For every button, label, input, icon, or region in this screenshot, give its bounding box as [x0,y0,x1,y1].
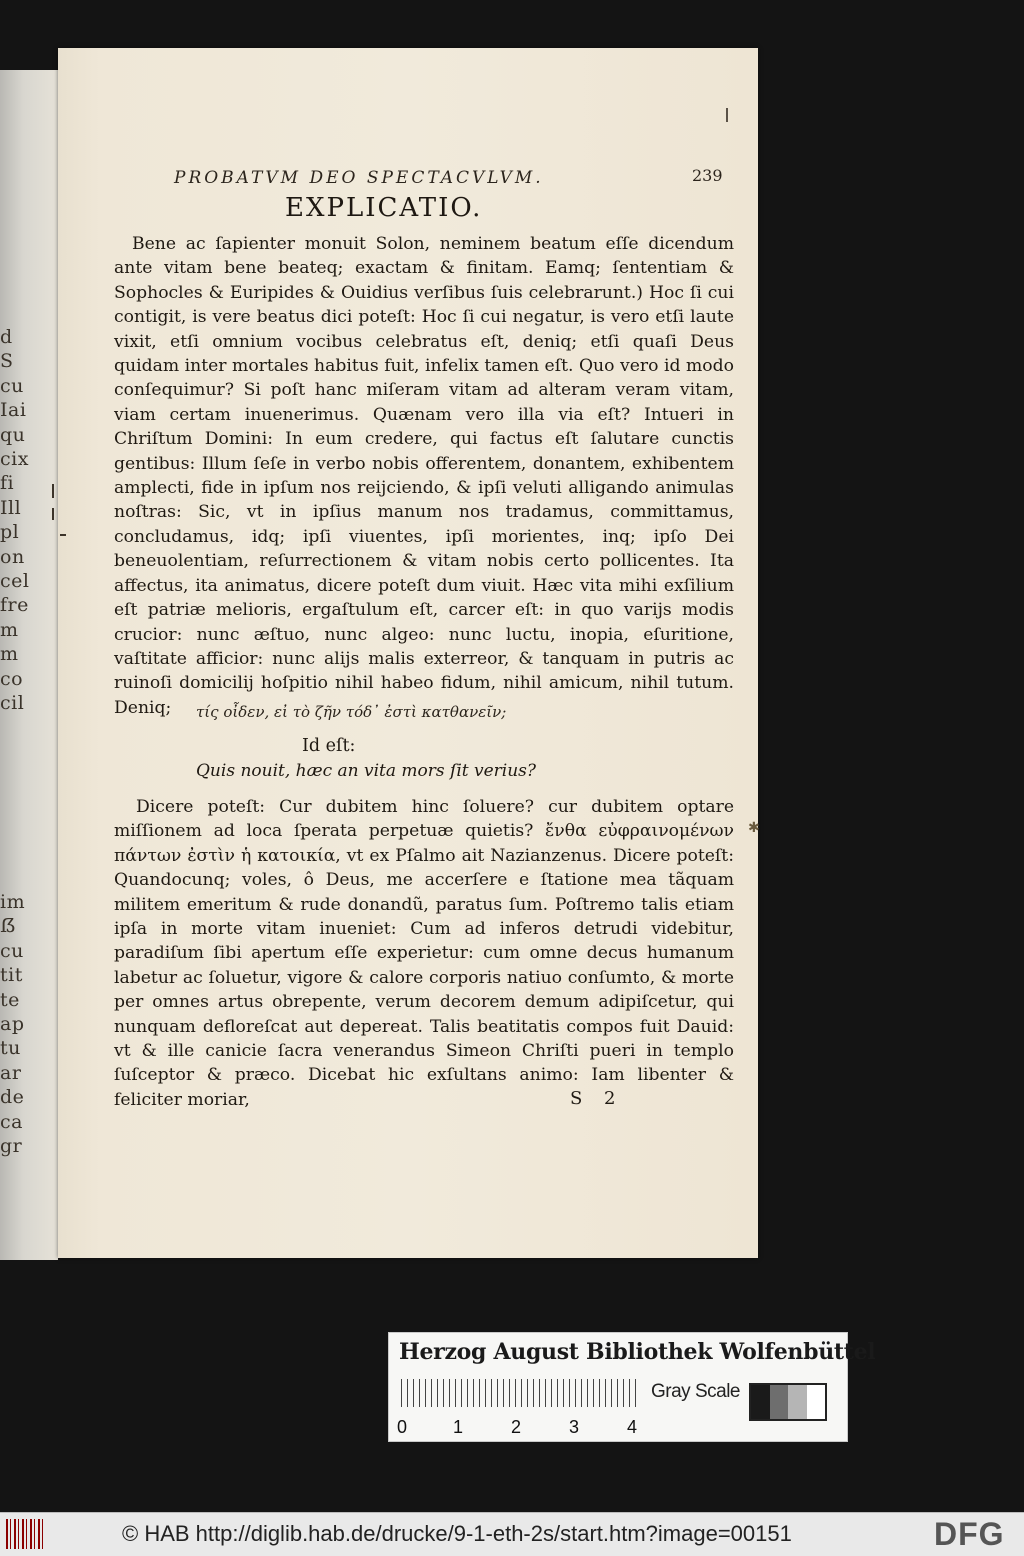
margin-mark [726,108,728,122]
signature-mark: S 2 [570,1088,624,1109]
ruler-number: 2 [511,1417,522,1437]
greek-verse: τίς οἶδεν, εἰ τὸ ζῆν τόδ᾽ ἐστὶ κατθανεῖν; [196,703,507,721]
gray-swatch [770,1385,789,1419]
footer-bar [0,1512,1024,1556]
barcode-icon [6,1519,46,1549]
gray-swatch [788,1385,807,1419]
library-name: Herzog August Bibliothek Wolfenbüttel [399,1339,876,1365]
margin-stroke [52,508,54,520]
margin-stroke [60,534,66,536]
source-link[interactable]: © HAB http://diglib.hab.de/drucke/9-1-eth-2s/start.htm?image=00151 [122,1521,792,1546]
idest-label: Id eſt: [302,736,356,756]
ruler-number: 3 [569,1417,580,1437]
margin-stroke [52,484,54,498]
margin-ink-blot: ✱ [748,820,760,836]
facing-page-fragments-upper: d S cu Iai qu cix fi Ill pl on cel fre m m co cil [0,326,30,715]
paragraph-dicere: Dicere poteſt: Cur dubitem hinc ſoluere? cur dubitem optare miſſionem ad loca ſperata perpetuæ quietis? ἔνθα εὐφραινομένων πάντων ἐστὶν ἡ κατοικία, vt ex Pſalmo ait Nazianzenus. Dicere poteſt: Quandocunq; voles, ô Deus, me accerſere e ſtatione mea tãquam militem emeritum & rude donandũ, paratus ſum. Poſtremo talis etiam ipſa in morte vitam inueniet: Cum ad inferos detrudi videbitur, paradiſum ſibi apertum eſſe experietur: cum omne decus humanum labetur ac ſoluetur, vigore & calore corporis natiuo conſumto, & morte per omnes artus obrepente, verum decorem demum adipiſcetur, qui nunquam defloreſcat aut depereat. Talis beatitatis compos fuit Dauid: vt & ille canicie ſacra venerandus Simeon Chriſti pueri in templo ſuſceptor & præco. Dicebat hic exſultans animo: Iam libenter & feliciter moriar, [114,797,734,1110]
running-head: PROBATVM DEO SPECTACVLVM. [174,168,544,188]
facing-page-edge [0,70,58,1260]
grayscale-label: Gray Scale [651,1381,740,1402]
facing-page-fragments-lower: im ẞ cu tit te ap tu ar de ca gr [0,891,26,1158]
ruler-number: 1 [453,1417,464,1437]
paragraph-explicatio: Bene ac ſapienter monuit Solon, neminem beatum eſſe dicendum ante vitam bene beateq; exactam & finitam. Eamq; ſententiam & Sophocles & Euripides & Ouidius verſibus ſuis celebrarunt.) Hoc ſi cui contigit, is vere beatus dici poteſt: Hoc ſi cui negatur, is vero etſi laute vixit, etſi omnium vocibus celebratus eſt, deniq; etſi quaſi Deus quidam inter mortales habitus fuit, infelix tamen eſt. Quo vero id modo conſequimur? Si poſt hanc miſeram vitam ad alteram veram vitam, viam certam inuenerimus. Quænam vero illa via eſt? Intueri in Chriſtum Domini: In eum credere, qui factus eſt ſalutare cunctis gentibus: Illum ſeſe in verbo nobis offerentem, donantem, exhibentem amplecti, fide in ipſum nos reijciendo, & ipſi veluti alligando animulas noſtras: Sic, vt in ipſius manum nos tradamus, committamus, concludamus, idq; ipſi viuentes, ipſi morientes, inq; ipſo Dei beneuolentiam, reſurrectionem & vitam nobis certo pollicentes. Ita affectus, ita animatus, dicere poteſt dum viuit. Hæc vita mihi exſilium eſt patriæ melioris, ergaſtulum eſt, carcer eſt: in quo varijs modis crucior: nunc æſtuo, nunc algeo: nunc luctu, inopia, eſuritione, vaſtitate afficior: nunc alijs malis exterreor, & tanquam in putris ac ruinoſi domicilij hoſpitio nihil habeo fidum, nihil amicum, nihil tutum. Deniq; [114,234,734,718]
ruler-ticks [401,1379,641,1407]
scale-ruler [401,1379,651,1411]
gray-swatch [807,1385,826,1419]
gray-swatch [751,1385,770,1419]
color-calibration-chart [388,1332,876,1442]
section-title: EXPLICATIO. [285,193,483,223]
dfg-logo: DFG [934,1516,1005,1552]
ruler-number: 4 [627,1417,638,1437]
grayscale-swatches [749,1383,827,1421]
ruler-number: 0 [397,1417,408,1437]
latin-verse: Quis nouit, hæc an vita mors ſit verius? [196,761,536,781]
page-number: 239 [692,166,723,185]
